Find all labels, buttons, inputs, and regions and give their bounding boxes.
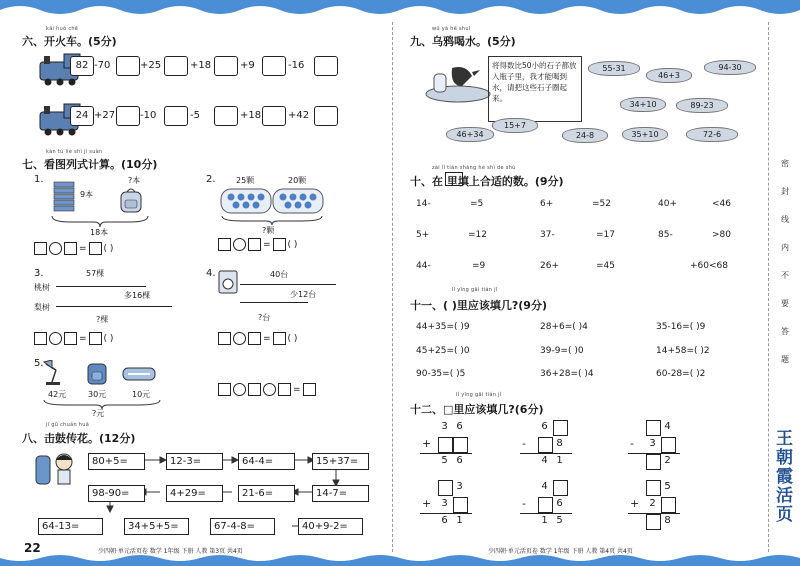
p2-b: 20颗 xyxy=(288,176,307,185)
train1-answer-car-4[interactable] xyxy=(262,56,286,76)
brand-logo: 王朝霞活页 xyxy=(776,429,793,525)
mid-digit-1: 3 xyxy=(649,438,656,449)
s10-r1-b[interactable]: =5 xyxy=(470,199,484,209)
top-digit-2: 5 xyxy=(664,481,671,492)
train2-answer-car-3[interactable] xyxy=(214,106,238,126)
drum-cell-9[interactable]: 64-13= xyxy=(38,518,103,535)
top-digit-1: 3 xyxy=(441,421,448,432)
drum-player-illustration xyxy=(30,450,78,490)
s10-title: 十、在 里填上合适的数。(9分) xyxy=(410,175,564,188)
stone-2[interactable]: 46+3 xyxy=(646,68,692,83)
page-number-left: 22 xyxy=(24,541,41,555)
p2-a: 25颗 xyxy=(236,176,255,185)
stone-8[interactable]: 24-8 xyxy=(562,128,608,143)
p1-brace xyxy=(50,214,150,228)
train2-op-5: +42 xyxy=(288,110,310,121)
s10-r1-e: 40+ xyxy=(658,199,677,209)
side-char: 要 xyxy=(781,299,789,308)
s11-r1-3[interactable]: 35-16=( )9 xyxy=(656,322,706,332)
p4-question: ?台 xyxy=(258,313,271,322)
p1-equation-row[interactable]: = ( ) xyxy=(34,242,113,255)
vertical-problem xyxy=(520,420,580,480)
top-digit-1: 4 xyxy=(541,481,548,492)
p4-bar-1 xyxy=(240,284,336,285)
drum-cell-1[interactable]: 80+5= xyxy=(88,453,145,470)
s10-r3-b[interactable]: =9 xyxy=(472,261,486,271)
s10-r1-a: 14- xyxy=(416,199,431,209)
drum-cell-4[interactable]: 15+37= xyxy=(312,453,369,470)
stone-1[interactable]: 55-31 xyxy=(588,61,640,76)
train2-answer-car-4[interactable] xyxy=(262,106,286,126)
page-divider xyxy=(392,22,393,552)
operator-sign: + xyxy=(630,497,640,510)
stone-4[interactable]: 34+10 xyxy=(620,97,666,112)
vertical-problem xyxy=(520,480,580,540)
train2-start-car xyxy=(70,106,94,126)
s10-r1-d[interactable]: =52 xyxy=(592,199,611,209)
p3-a: 57棵 xyxy=(86,269,105,278)
p5-c: 10元 xyxy=(132,390,151,399)
p3-unit-paren: ( ) xyxy=(103,333,114,344)
books-icon xyxy=(52,180,76,214)
s8-pinyin: jī gǔ chuán huā xyxy=(46,422,90,428)
train1-answer-car-1[interactable] xyxy=(116,56,140,76)
s11-r2-3[interactable]: 14+58=( )2 xyxy=(656,346,710,356)
side-char: 答 xyxy=(781,327,789,336)
side-char: 线 xyxy=(781,215,789,224)
s11-r1-2[interactable]: 28+6=( )4 xyxy=(540,322,588,332)
operator-sign: + xyxy=(422,437,432,450)
stone-5[interactable]: 89-23 xyxy=(676,98,728,113)
mid-digit-1: 2 xyxy=(649,498,656,509)
train2-answer-car-2[interactable] xyxy=(164,106,188,126)
result-digit-1[interactable] xyxy=(646,454,661,470)
s11-r2-1[interactable]: 45+25=( )0 xyxy=(416,346,470,356)
footer-left: 少四朝·单元活页卷 数学 1年级 下册 人教 第3页 共4页 xyxy=(98,548,243,555)
drum-cell-11[interactable]: 67-4-8= xyxy=(210,518,275,535)
binding-line xyxy=(768,22,769,552)
p4-a: 40台 xyxy=(270,270,289,279)
top-digit-2: 6 xyxy=(456,421,463,432)
side-char: 密 xyxy=(781,159,789,168)
s10-r1-c: 6+ xyxy=(540,199,554,209)
mid-digit-1[interactable] xyxy=(538,497,553,513)
binding-side-text xyxy=(778,150,792,374)
s6-title: 六、开火车。(5分) xyxy=(22,35,117,48)
s7-title: 七、看图列式计算。(10分) xyxy=(22,158,158,171)
result-digit-2: 5 xyxy=(556,515,563,526)
result-digit-2: 1 xyxy=(556,455,563,466)
p4-b: 少12台 xyxy=(290,290,317,299)
train1-op-5: -16 xyxy=(288,60,305,71)
s10-r3-d[interactable]: =45 xyxy=(596,261,615,271)
top-digit-2[interactable] xyxy=(553,420,568,436)
drum-cell-3[interactable]: 64-4= xyxy=(238,453,295,470)
p1-known-count: 9本 xyxy=(80,190,94,199)
s10-r1-f[interactable]: <46 xyxy=(712,199,731,209)
drum-cell-8[interactable]: 14-7= xyxy=(312,485,369,502)
train1-op-4: +9 xyxy=(240,60,255,71)
stone-6[interactable]: 46+34 xyxy=(446,127,494,142)
top-digit-1[interactable] xyxy=(646,420,661,436)
top-digit-1[interactable] xyxy=(646,480,661,496)
lamp-icon xyxy=(42,360,66,386)
mid-digit-2: 8 xyxy=(556,438,563,449)
p1-total: 18本 xyxy=(90,228,109,237)
train2-start-value: 24 xyxy=(75,110,89,121)
result-digit-2: 1 xyxy=(456,515,463,526)
p5-equation-row[interactable]: = xyxy=(218,383,316,396)
p3-number: 3. xyxy=(34,268,44,279)
train2-op-1: +27 xyxy=(94,110,116,121)
result-digit-1[interactable] xyxy=(646,514,661,530)
mid-digit-2: 6 xyxy=(556,498,563,509)
result-digit-1: 4 xyxy=(541,455,548,466)
p5-question: ?元 xyxy=(92,409,105,418)
p3-bar-2 xyxy=(56,306,172,307)
stone-3[interactable]: 94-30 xyxy=(704,60,756,75)
result-digit-2: 2 xyxy=(664,455,671,466)
s9-instruction: 将得数比50小的石子都放入瓶子里，我才能喝到水，请把这些石子圈起来。 xyxy=(488,56,582,122)
s10-pinyin: zài lǐ tián shàng hé shì de shù xyxy=(432,165,516,171)
s10-r3-a: 44- xyxy=(416,261,431,271)
p3-question: ?棵 xyxy=(96,315,109,324)
stone-7[interactable]: 15+7 xyxy=(492,118,538,133)
train1-answer-car-3[interactable] xyxy=(214,56,238,76)
p5-number: 5. xyxy=(34,358,44,369)
train1-answer-car-2[interactable] xyxy=(164,56,188,76)
mid-digit-2[interactable] xyxy=(661,437,676,453)
drum-cell-5[interactable]: 98-90= xyxy=(88,485,145,502)
result-digit-1: 1 xyxy=(541,515,548,526)
s8-title: 八、击鼓传花。(12分) xyxy=(22,432,136,445)
result-digit-2: 6 xyxy=(456,455,463,466)
train2-answer-car-1[interactable] xyxy=(116,106,140,126)
s10-r2-b[interactable]: =12 xyxy=(468,230,487,240)
operator-sign: + xyxy=(422,497,432,510)
p3-equation-row[interactable]: = ( ) xyxy=(34,332,113,345)
s11-pinyin: lǐ yīng gāi tián jǐ xyxy=(452,287,498,293)
vertical-problem xyxy=(628,420,688,480)
p1-number: 1. xyxy=(34,174,44,185)
vertical-problem xyxy=(628,480,688,540)
result-digit-1: 5 xyxy=(441,455,448,466)
p3-bar-1 xyxy=(56,286,146,287)
p5-a: 42元 xyxy=(48,390,67,399)
train2-op-2: -10 xyxy=(140,110,157,121)
drum-cell-10[interactable]: 34+5+5= xyxy=(124,518,189,535)
train2-op-4: +18 xyxy=(240,110,262,121)
operator-sign: - xyxy=(522,497,526,510)
s10-r2-f[interactable]: >80 xyxy=(712,230,731,240)
s11-r2-2[interactable]: 39-9=( )0 xyxy=(540,346,584,356)
p1-unknown-count: ?本 xyxy=(128,176,141,185)
train1-op-3: +18 xyxy=(190,60,212,71)
s11-title: 十一、( )里应该填几?(9分) xyxy=(410,299,547,312)
drum-cell-7[interactable]: 21-6= xyxy=(238,485,295,502)
s10-r3-f[interactable]: +60<68 xyxy=(690,261,728,271)
top-digit-2: 4 xyxy=(664,421,671,432)
p3-row2-label: 梨树 xyxy=(34,303,50,312)
stars-icon xyxy=(220,188,324,214)
p1-unit-paren: ( ) xyxy=(103,243,114,254)
stone-10[interactable]: 72-6 xyxy=(686,127,738,142)
stone-9[interactable]: 35+10 xyxy=(622,127,668,142)
train2-op-3: -5 xyxy=(190,110,200,121)
p2-number: 2. xyxy=(206,174,216,185)
s11-r3-1[interactable]: 90-35=( )5 xyxy=(416,369,466,379)
s12-title: 十二、□里应该填几?(6分) xyxy=(410,403,544,416)
mid-digit-2[interactable] xyxy=(453,497,468,513)
p4-bar-2 xyxy=(240,302,308,303)
mid-digit-2[interactable] xyxy=(453,437,468,453)
pencil-case-icon xyxy=(122,366,156,382)
train1-answer-car-5[interactable] xyxy=(314,56,338,76)
s11-r1-1[interactable]: 44+35=( )9 xyxy=(416,322,470,332)
s10-r2-c: 37- xyxy=(540,230,555,240)
train1-start-car xyxy=(70,56,94,76)
s9-title: 九、乌鸦喝水。(5分) xyxy=(410,35,516,48)
s7-pinyin: kàn tú liè shì jì suàn xyxy=(46,149,103,155)
operator-sign: - xyxy=(522,437,526,450)
s11-r3-3[interactable]: 60-28=( )2 xyxy=(656,369,706,379)
footer-right: 少四朝·单元活页卷 数学 1年级 下册 人教 第4页 共4页 xyxy=(488,548,633,555)
top-digit-1[interactable] xyxy=(438,480,453,496)
side-char: 封 xyxy=(781,187,789,196)
mid-digit-1: 3 xyxy=(441,498,448,509)
wave-border-top xyxy=(0,0,800,22)
s9-pinyin: wū yā hē shuǐ xyxy=(432,26,471,32)
mid-digit-1[interactable] xyxy=(538,437,553,453)
operator-sign: - xyxy=(630,437,634,450)
vertical-problem xyxy=(420,480,480,540)
drum-cell-2[interactable]: 12-3= xyxy=(166,453,223,470)
top-digit-2: 3 xyxy=(456,481,463,492)
s10-r2-e: 85- xyxy=(658,230,673,240)
vertical-problem xyxy=(420,420,480,480)
p3-b: 多16棵 xyxy=(124,291,151,300)
s10-r3-c: 26+ xyxy=(540,261,559,271)
top-digit-2[interactable] xyxy=(553,480,568,496)
p4-unit-paren: ( ) xyxy=(287,333,298,344)
side-char: 题 xyxy=(781,355,789,364)
s11-r3-2[interactable]: 36+28=( )4 xyxy=(540,369,594,379)
top-digit-1: 6 xyxy=(541,421,548,432)
s6-pinyin: kāi huǒ chē xyxy=(46,26,79,32)
p5-b: 30元 xyxy=(88,390,107,399)
schoolbag-icon xyxy=(86,360,108,386)
p4-equation-row[interactable]: = ( ) xyxy=(218,332,297,345)
p2-equation-row[interactable]: = ( ) xyxy=(218,238,297,251)
s10-r2-d[interactable]: =17 xyxy=(596,230,615,240)
backpack-icon xyxy=(118,186,144,214)
p2-unit-paren: ( ) xyxy=(287,239,298,250)
s10-r2-a: 5+ xyxy=(416,230,430,240)
drum-cell-12[interactable]: 40+9-2= xyxy=(298,518,363,535)
s10-title-box-icon xyxy=(445,172,463,186)
train1-op-2: +25 xyxy=(140,60,162,71)
result-digit-2: 8 xyxy=(664,515,671,526)
train1-op-1: -70 xyxy=(94,60,111,71)
train2-answer-car-5[interactable] xyxy=(314,106,338,126)
drum-cell-6[interactable]: 4+29= xyxy=(166,485,223,502)
s12-pinyin: lǐ yīng gāi tián jǐ xyxy=(456,392,502,398)
crow-illustration xyxy=(422,60,492,104)
side-char: 不 xyxy=(781,271,789,280)
mid-digit-2[interactable] xyxy=(661,497,676,513)
washing-machine-icon xyxy=(218,270,238,294)
p3-row1-label: 桃树 xyxy=(34,283,50,292)
train1-start-value: 82 xyxy=(75,60,89,71)
p2-question: ?颗 xyxy=(262,226,275,235)
mid-digit-1[interactable] xyxy=(438,437,453,453)
result-digit-1: 6 xyxy=(441,515,448,526)
side-char: 内 xyxy=(781,243,789,252)
p4-number: 4. xyxy=(206,268,216,279)
